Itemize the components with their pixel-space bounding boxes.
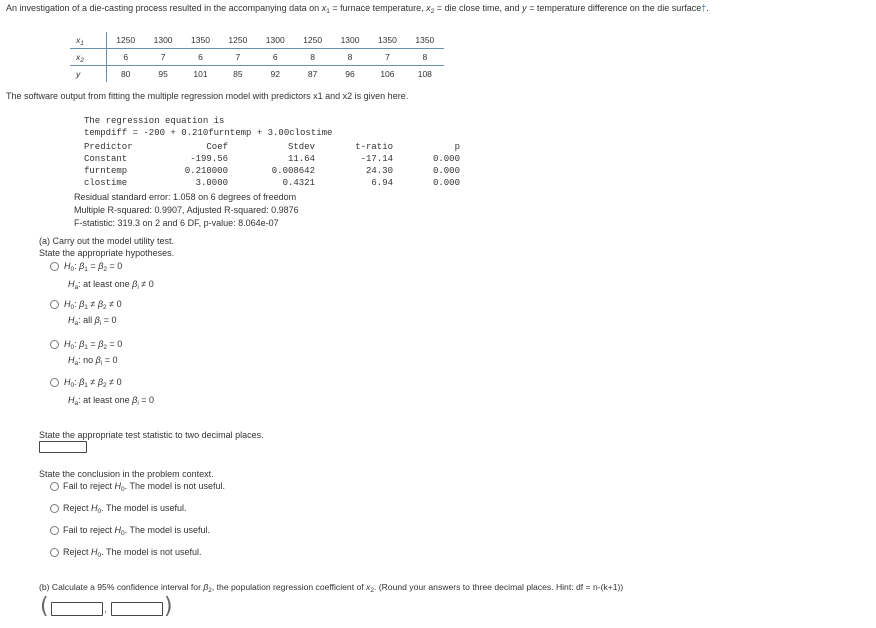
- radio-button[interactable]: [50, 526, 59, 535]
- radio-button[interactable]: [50, 340, 59, 349]
- conclusion-label: Reject $H_0$. The model is useful.: [63, 503, 187, 515]
- table-row-y: y 80 95 101 85 92 87 96 106 108: [70, 66, 444, 83]
- f-statistic: F-statistic: 319.3 on 2 and 6 DF, p-value: 8.064e-07: [74, 218, 279, 228]
- problem-intro: An investigation of a die-casting process resulted in the accompanying data on $x_1$ = furnace temperature, $x_2$ = die close time, and y = temperature difference on the die surface†.: [6, 3, 709, 15]
- radio-button[interactable]: [50, 300, 59, 309]
- table-row-x2: $x_2$ 6 7 6 7 6 8 8 7 8: [70, 49, 444, 66]
- data-table: [70, 32, 444, 82]
- conclusion-label: Fail to reject $H_0$. The model is not useful.: [63, 481, 226, 493]
- ci-lower-input[interactable]: [51, 602, 103, 616]
- r-squared: Multiple R-squared: 0.9907, Adjusted R-squared: 0.9876: [74, 205, 299, 215]
- row-furntemp-label: furntemp: [84, 166, 128, 176]
- ci-upper-input[interactable]: [111, 602, 163, 616]
- part-a-title: (a) Carry out the model utility test.: [39, 236, 175, 246]
- option-ha: $H_a$: at least one $\beta_i = 0$: [68, 395, 155, 407]
- row-label-x2: $x_2$: [70, 49, 107, 66]
- footnote-link[interactable]: †: [701, 3, 707, 13]
- option-h0: $H_0$: $\beta_1 = \beta_2 = 0$: [64, 261, 123, 273]
- table-row-x1: $x_1$ 1250 1300 1350 1250 1300 1250 1300 1350 1350: [70, 32, 444, 49]
- ci-open-paren: (: [40, 594, 49, 619]
- row-clostime-label: clostime: [84, 178, 128, 188]
- row-label-x1: $x_1$: [70, 32, 107, 49]
- regression-heading: The regression equation is: [84, 116, 225, 126]
- radio-button[interactable]: [50, 482, 59, 491]
- part-b-prompt: (b) Calculate a 95% confidence interval for $\beta_2$, the population regression coefficient of $x_2$. (Round your answers to three decimal places. Hint: df = n-(k+1)): [39, 582, 624, 594]
- residual-se: Residual standard error: 1.058 on 6 degrees of freedom: [74, 192, 297, 202]
- ci-comma: ,: [104, 604, 107, 615]
- row-label-y: y: [70, 66, 107, 83]
- conclusion-label: Reject $H_0$. The model is not useful.: [63, 547, 202, 559]
- col-header-predictor: Predictor: [84, 142, 133, 152]
- radio-button[interactable]: [50, 548, 59, 557]
- col-header-coef: Coef: [206, 142, 228, 152]
- option-h0: $H_0$: $\beta_1 \ne \beta_2 \ne 0$: [64, 299, 122, 311]
- radio-button[interactable]: [50, 378, 59, 387]
- conclusion-label: Fail to reject $H_0$. The model is useful.: [63, 525, 211, 537]
- option-ha: $H_a$: all $\beta_i = 0$: [68, 315, 117, 327]
- regression-equation: tempdiff = -200 + 0.210furntemp + 3.00clostime: [84, 128, 333, 138]
- hypotheses-prompt: State the appropriate hypotheses.: [39, 248, 175, 258]
- option-h0: $H_0$: $\beta_1 \ne \beta_2 \ne 0$: [64, 377, 122, 389]
- test-stat-input[interactable]: [39, 441, 87, 453]
- ci-close-paren: ): [164, 594, 173, 619]
- option-h0: $H_0$: $\beta_1 = \beta_2 = 0$: [64, 339, 123, 351]
- option-ha: $H_a$: no $\beta_i = 0$: [68, 355, 118, 367]
- row-constant-label: Constant: [84, 154, 128, 164]
- col-header-stdev: Stdev: [287, 142, 315, 152]
- option-ha: $H_a$: at least one $\beta_i \ne 0$: [68, 279, 154, 291]
- test-stat-prompt: State the appropriate test statistic to two decimal places.: [39, 430, 264, 440]
- output-intro: The software output from fitting the multiple regression model with predictors x1 and x2 is given here.: [6, 91, 409, 101]
- conclusion-prompt: State the conclusion in the problem context.: [39, 469, 214, 479]
- col-header-tratio: t-ratio: [355, 142, 393, 152]
- col-header-p: p: [454, 142, 460, 152]
- radio-button[interactable]: [50, 504, 59, 513]
- radio-button[interactable]: [50, 262, 59, 271]
